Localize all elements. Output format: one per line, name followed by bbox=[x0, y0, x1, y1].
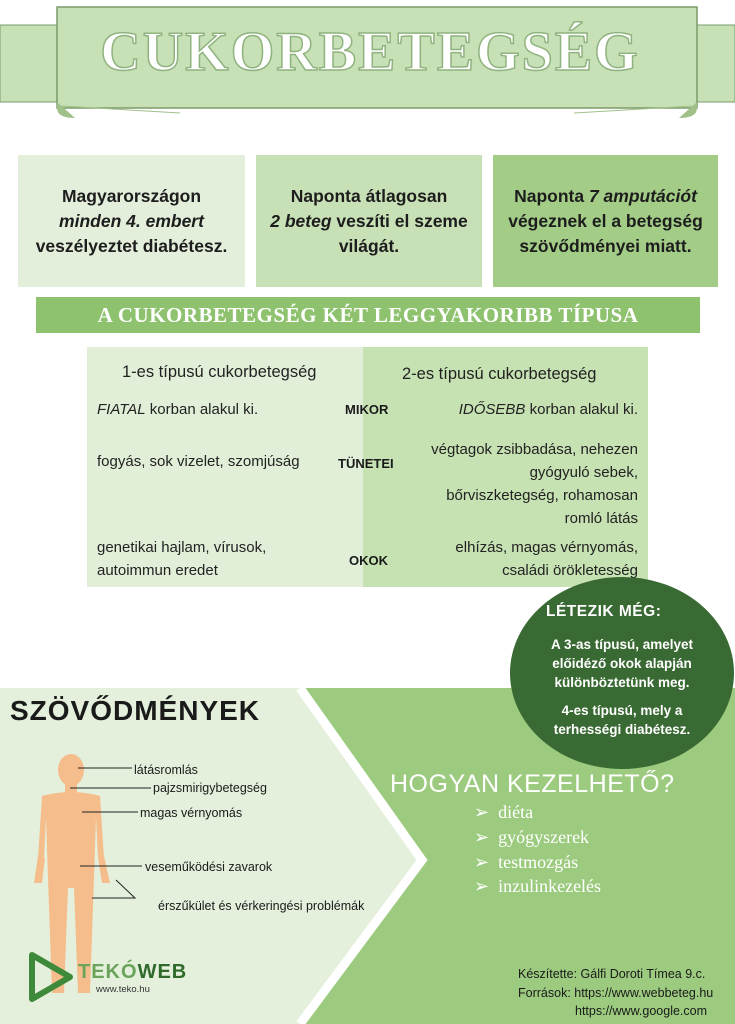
type3-line3: különböztetünk meg. bbox=[554, 675, 690, 690]
fact-box-3 bbox=[493, 155, 718, 287]
fact-2-line3: világát. bbox=[338, 235, 400, 256]
type3-text bbox=[532, 635, 712, 692]
types-header: A CUKORBETEGSÉG KÉT LEGGYAKORIBB TÍPUSA bbox=[36, 297, 700, 333]
fact-2-emphasis: 2 beteg bbox=[270, 210, 332, 231]
treatment-item-label: inzulinkezelés bbox=[498, 876, 602, 896]
type1-when bbox=[97, 398, 258, 421]
treatment-item-label: gyógyszerek bbox=[498, 827, 590, 847]
logo-word-part1: TEKÓ bbox=[78, 961, 138, 983]
fact-1-emphasis: minden 4. embert bbox=[59, 210, 204, 231]
complications-title: SZÖVŐDMÉNYEK bbox=[10, 695, 261, 726]
fact-box-1 bbox=[18, 155, 245, 287]
fact-1-line1: Magyarországon bbox=[61, 185, 202, 206]
arrow-bullet-icon: ➢ bbox=[474, 876, 490, 896]
arrow-bullet-icon: ➢ bbox=[474, 827, 490, 847]
arrow-bullet-icon: ➢ bbox=[474, 802, 490, 822]
logo-wordmark bbox=[78, 961, 187, 984]
author-credit: Készítette: Gálfi Doroti Tímea 9.c. bbox=[518, 967, 706, 981]
type2-when bbox=[459, 398, 638, 421]
type1-heading: 1-es típusú cukorbetegség bbox=[122, 363, 317, 381]
fact-3-line2: végeznek el a betegség bbox=[508, 210, 703, 231]
type1-causes-line1: genetikai hajlam, vírusok, bbox=[97, 539, 267, 556]
row-label-causes: OKOK bbox=[349, 553, 388, 568]
page-title: CUKORBETEGSÉG bbox=[100, 21, 640, 83]
other-types-title: LÉTEZIK MÉG: bbox=[546, 603, 662, 620]
treatment-item-label: testmozgás bbox=[498, 852, 579, 872]
type3-line2: előidéző okok alapján bbox=[552, 656, 692, 671]
treatment-item bbox=[474, 802, 533, 823]
type4-line2: terhességi diabétesz. bbox=[553, 722, 691, 737]
fact-2-line2: veszíti el szeme bbox=[331, 210, 468, 231]
type2-causes bbox=[455, 536, 638, 582]
type2-symptoms-line1: végtagok zsibbadása, nehezen bbox=[431, 441, 638, 458]
type4-text bbox=[532, 701, 712, 739]
complication-item: magas vérnyomás bbox=[140, 806, 243, 820]
fact-3-line1: Naponta bbox=[514, 185, 589, 206]
row-label-symptoms: TÜNETEI bbox=[338, 456, 394, 471]
type3-line1: A 3-as típusú, amelyet bbox=[550, 637, 694, 652]
treatment-title: HOGYAN KEZELHETŐ? bbox=[390, 770, 675, 798]
complication-item: veseműködési zavarok bbox=[145, 860, 273, 874]
play-logo-icon bbox=[28, 952, 74, 1002]
type2-symptoms bbox=[431, 438, 638, 530]
type4-line1: 4-es típusú, mely a bbox=[561, 703, 683, 718]
treatment-item bbox=[474, 852, 578, 873]
logo-word-part2: WEB bbox=[137, 961, 188, 983]
fact-3-line3: szövődményei miatt. bbox=[519, 235, 692, 256]
type2-symptoms-line4: romló látás bbox=[564, 510, 638, 527]
type1-causes-line2: autoimmun eredet bbox=[97, 562, 218, 579]
type2-symptoms-line3: bőrviszketegség, rohamosan bbox=[446, 487, 638, 504]
type2-when-emphasis: IDŐSEBB bbox=[458, 401, 526, 418]
treatment-item-label: diéta bbox=[498, 802, 534, 822]
sources-credit: Források: https://www.webbeteg.hu bbox=[518, 986, 714, 1000]
other-types-circle bbox=[510, 577, 734, 769]
complication-item: érszűkület és vérkeringési problémák bbox=[158, 899, 365, 913]
fact-box-2 bbox=[256, 155, 482, 287]
arrow-bullet-icon: ➢ bbox=[474, 852, 490, 872]
row-label-when: MIKOR bbox=[345, 402, 389, 417]
type1-when-text: korban alakul ki. bbox=[145, 401, 259, 418]
type2-causes-line2: családi örökletesség bbox=[502, 562, 638, 579]
type2-heading: 2-es típusú cukorbetegség bbox=[402, 365, 597, 383]
fact-3-emphasis: 7 amputációt bbox=[588, 185, 697, 206]
type1-symptoms: fogyás, sok vizelet, szomjúság bbox=[97, 453, 300, 470]
treatment-item bbox=[474, 876, 601, 897]
fact-1-line3: veszélyeztet diabétesz. bbox=[35, 235, 228, 256]
treatment-item bbox=[474, 827, 589, 848]
type1-when-emphasis: FIATAL bbox=[97, 401, 146, 418]
complication-item: pajzsmirigybetegség bbox=[153, 781, 267, 795]
complication-item: látásromlás bbox=[134, 763, 198, 777]
type2-causes-line1: elhízás, magas vérnyomás, bbox=[455, 539, 638, 556]
sources-credit-2: https://www.google.com bbox=[575, 1004, 708, 1018]
fact-2-line1: Naponta átlagosan bbox=[290, 185, 448, 206]
type2-symptoms-line2: gyógyuló sebek, bbox=[529, 464, 638, 481]
logo-url: www.teko.hu bbox=[96, 984, 150, 995]
type2-when-text: korban alakul ki. bbox=[525, 401, 638, 418]
type1-causes bbox=[97, 536, 266, 582]
